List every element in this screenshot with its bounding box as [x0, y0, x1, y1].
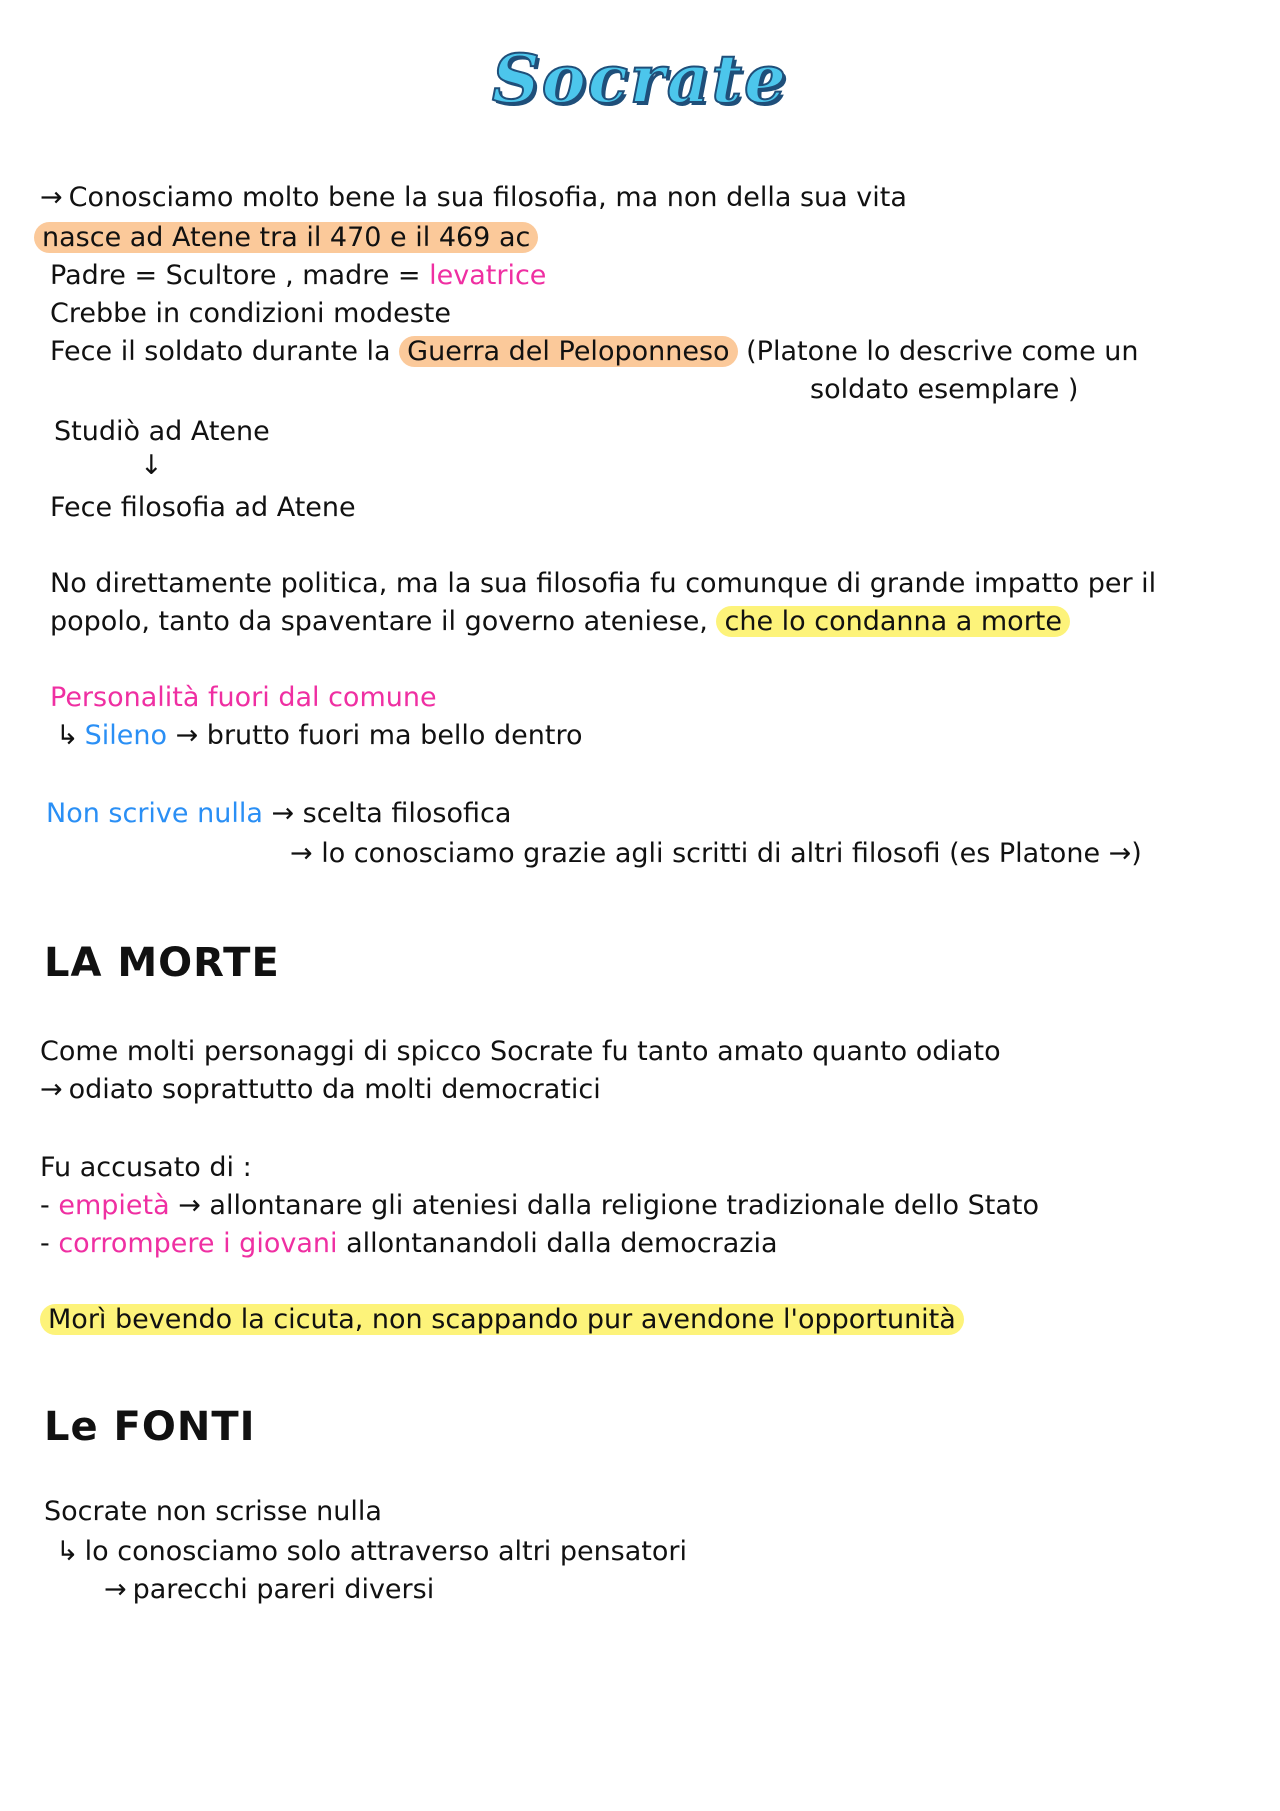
intro-line-12: Personalità fuori dal comune: [50, 682, 437, 713]
morte-line-1: Come molti personaggi di spicco Socrate fu tanto amato quanto odiato: [40, 1036, 1001, 1067]
highlight-guerra: Guerra del Peloponneso: [399, 336, 737, 367]
intro-line-6: soldato esemplare ): [810, 374, 1079, 405]
heading-le-fonti: Le FONTI: [44, 1404, 256, 1450]
morte-line-2: → odiato soprattutto da molti democratici: [40, 1072, 601, 1108]
keyword-corrompere: corrompere i giovani: [58, 1228, 338, 1259]
highlight-condanna: che lo condanna a morte: [716, 606, 1070, 637]
intro-line-1: → Conosciamo molto bene la sua filosofia, ma non della sua vita: [40, 180, 907, 216]
keyword-sileno: Sileno: [84, 720, 168, 751]
heading-la-morte: LA MORTE: [44, 940, 280, 986]
intro-line-2: [34, 220, 538, 256]
intro-line-4: Crebbe in condizioni modeste: [50, 298, 451, 329]
fonti-line-2: ↳ lo conosciamo solo attraverso altri pensatori: [56, 1534, 687, 1570]
highlight-cicuta: Morì bevendo la cicuta, non scappando pur avendone l'opportunità: [40, 1304, 964, 1335]
keyword-empieta: empietà: [58, 1190, 170, 1221]
intro-line-14: Non scrive nulla → scelta filosofica: [46, 798, 512, 829]
keyword-levatrice: levatrice: [429, 260, 547, 291]
arrow-right-icon: →: [104, 1574, 127, 1605]
intro-line-9: Fece filosofia ad Atene: [50, 492, 356, 523]
fonti-line-3: → parecchi pareri diversi: [104, 1572, 434, 1608]
intro-line-5: Fece il soldato durante la Guerra del Peloponneso (Platone lo descrive come un: [50, 336, 1139, 367]
morte-line-3: Fu accusato di :: [40, 1152, 252, 1183]
highlight-birth: nasce ad Atene tra il 470 e il 469 ac: [34, 222, 538, 253]
fonti-line-1: Socrate non scrisse nulla: [44, 1496, 382, 1527]
keyword-non-scrive: Non scrive nulla: [46, 798, 263, 829]
intro-line-11: popolo, tanto da spaventare il governo ateniese, che lo condanna a morte: [50, 604, 1070, 640]
intro-line-13: ↳ Sileno → brutto fuori ma bello dentro: [56, 718, 583, 754]
intro-line-10: No direttamente politica, ma la sua filosofia fu comunque di grande impatto per il: [50, 568, 1157, 599]
arrow-turn-icon: ↳: [56, 720, 79, 751]
intro-line-7: Studiò ad Atene: [54, 416, 270, 447]
morte-line-5: - corrompere i giovani allontanandoli dalla democrazia: [40, 1228, 778, 1259]
morte-line-6: [40, 1302, 964, 1338]
arrow-down-icon: ↓: [140, 450, 163, 481]
morte-line-4: - empietà → allontanare gli ateniesi dalla religione tradizionale dello Stato: [40, 1190, 1039, 1221]
arrow-right-icon: →: [40, 182, 63, 213]
intro-line-15: → lo conosciamo grazie agli scritti di altri filosofi (es Platone →): [290, 838, 1142, 869]
arrow-turn-icon: ↳: [56, 1536, 79, 1567]
arrow-right-icon: →: [40, 1074, 63, 1105]
intro-line-3: Padre = Scultore , madre = levatrice: [50, 260, 547, 291]
page-title: Socrate: [492, 40, 788, 118]
